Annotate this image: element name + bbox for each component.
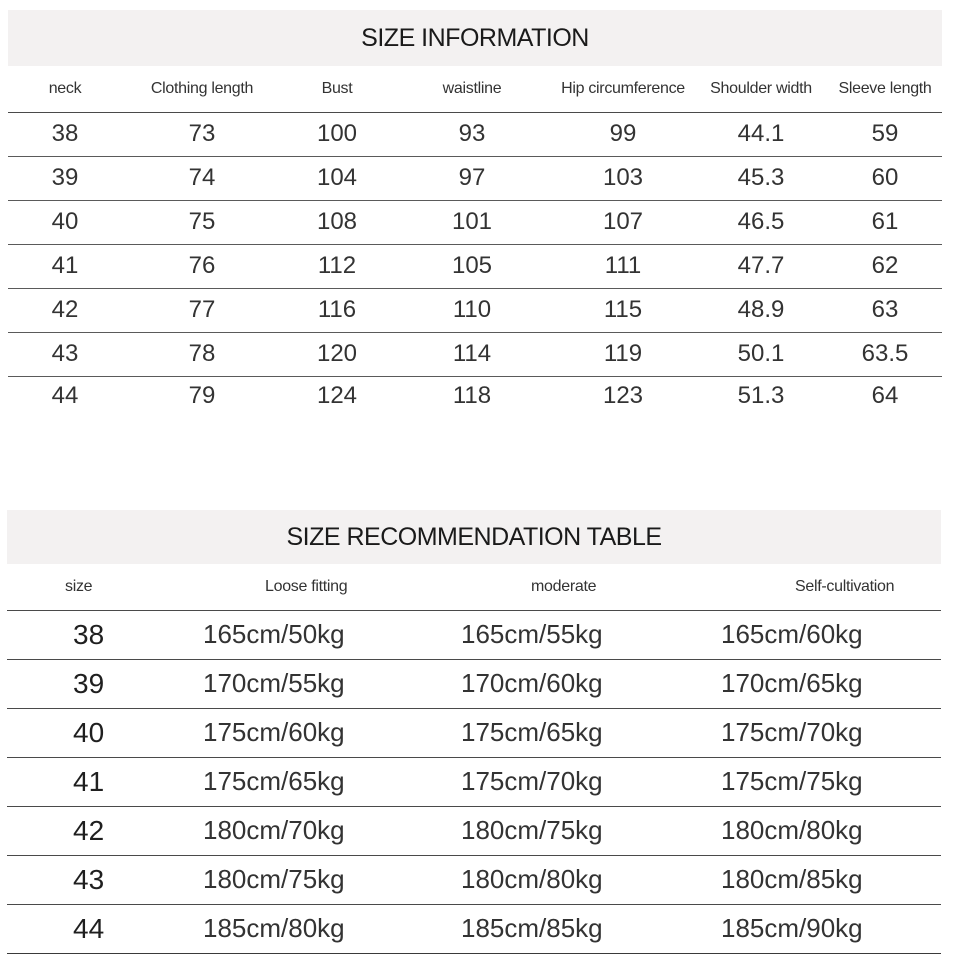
column-header-loose-fitting: Loose fitting xyxy=(157,564,413,610)
table-cell: 175cm/75kg xyxy=(667,757,941,806)
table-cell: 107 xyxy=(552,200,694,244)
size-information-row xyxy=(8,288,942,332)
table-cell: 43 xyxy=(8,332,122,376)
table-cell: 59 xyxy=(828,112,942,156)
size-information-row xyxy=(8,244,942,288)
column-header-moderate: moderate xyxy=(413,564,667,610)
table-cell: 123 xyxy=(602,382,644,410)
column-header-clothing-length: Clothing length xyxy=(122,66,282,112)
size-information-row xyxy=(8,200,942,244)
column-header-hip-circumference: Hip circumference xyxy=(552,66,694,112)
size-recommendation-row xyxy=(7,610,941,659)
table-cell: 111 xyxy=(552,244,694,288)
table-cell: 44.1 xyxy=(694,112,828,156)
size-information-title: SIZE INFORMATION xyxy=(8,10,942,66)
table-cell: 108 xyxy=(282,200,392,244)
table-cell: 76 xyxy=(122,244,282,288)
column-header-sleeve-length: Sleeve length xyxy=(828,66,942,112)
table-cell: 175cm/65kg xyxy=(157,757,413,806)
table-cell: 97 xyxy=(392,156,552,200)
table-cell: 103 xyxy=(552,156,694,200)
table-cell: 170cm/55kg xyxy=(157,659,413,708)
size-recommendation-header-row xyxy=(7,564,941,610)
table-cell: 175cm/70kg xyxy=(413,757,667,806)
table-cell: 175cm/60kg xyxy=(157,708,413,757)
table-cell: 185cm/90kg xyxy=(667,904,941,953)
table-cell: 78 xyxy=(122,332,282,376)
table-cell: 185cm/80kg xyxy=(157,904,413,953)
table-cell: 51.3 xyxy=(737,382,785,410)
size-information-header-row xyxy=(8,66,942,112)
table-cell: 45.3 xyxy=(694,156,828,200)
size-cell: 40 xyxy=(7,708,157,757)
table-cell: 62 xyxy=(828,244,942,288)
size-cell: 41 xyxy=(7,757,157,806)
table-cell: 180cm/85kg xyxy=(667,855,941,904)
size-recommendation-row xyxy=(7,904,941,953)
table-cell: 170cm/65kg xyxy=(667,659,941,708)
table-cell: 77 xyxy=(122,288,282,332)
table-cell: 112 xyxy=(282,244,392,288)
table-cell: 61 xyxy=(828,200,942,244)
table-cell: 73 xyxy=(122,112,282,156)
table-cell: 165cm/55kg xyxy=(413,610,667,659)
size-recommendation-table xyxy=(7,564,941,954)
table-cell: 64 xyxy=(871,382,899,410)
size-cell: 38 xyxy=(7,610,157,659)
table-cell: 180cm/70kg xyxy=(157,806,413,855)
table-cell: 175cm/70kg xyxy=(667,708,941,757)
size-recommendation-section xyxy=(7,510,941,954)
table-cell: 39 xyxy=(8,156,122,200)
size-recommendation-title: SIZE RECOMMENDATION TABLE xyxy=(7,510,941,564)
table-cell: 99 xyxy=(552,112,694,156)
size-cell: 43 xyxy=(7,855,157,904)
table-cell: 124 xyxy=(316,382,358,410)
table-cell: 180cm/80kg xyxy=(413,855,667,904)
table-cell: 165cm/60kg xyxy=(667,610,941,659)
table-cell: 44 xyxy=(51,382,79,410)
table-cell: 105 xyxy=(392,244,552,288)
table-cell: 180cm/80kg xyxy=(667,806,941,855)
table-cell: 48.9 xyxy=(694,288,828,332)
column-header-neck: neck xyxy=(8,66,122,112)
table-cell: 115 xyxy=(552,288,694,332)
table-cell: 60 xyxy=(828,156,942,200)
table-cell: 170cm/60kg xyxy=(413,659,667,708)
table-cell: 40 xyxy=(8,200,122,244)
table-cell: 38 xyxy=(8,112,122,156)
size-information-section xyxy=(8,10,942,416)
table-cell: 42 xyxy=(8,288,122,332)
table-cell: 75 xyxy=(122,200,282,244)
size-information-row xyxy=(8,156,942,200)
size-information-row xyxy=(8,112,942,156)
table-cell: 104 xyxy=(282,156,392,200)
table-cell: 120 xyxy=(282,332,392,376)
table-cell: 165cm/50kg xyxy=(157,610,413,659)
size-cell: 44 xyxy=(7,904,157,953)
table-cell: 46.5 xyxy=(694,200,828,244)
column-header-shoulder-width: Shoulder width xyxy=(694,66,828,112)
table-cell: 63.5 xyxy=(828,332,942,376)
table-cell: 118 xyxy=(452,382,492,410)
table-cell: 180cm/75kg xyxy=(413,806,667,855)
table-cell: 47.7 xyxy=(694,244,828,288)
size-cell: 42 xyxy=(7,806,157,855)
size-recommendation-row xyxy=(7,855,941,904)
table-cell: 116 xyxy=(282,288,392,332)
column-header-self-cultivation: Self-cultivation xyxy=(667,564,941,610)
column-header-bust: Bust xyxy=(282,66,392,112)
size-cell: 39 xyxy=(7,659,157,708)
table-cell: 63 xyxy=(828,288,942,332)
size-recommendation-row xyxy=(7,659,941,708)
table-cell: 175cm/65kg xyxy=(413,708,667,757)
size-information-table xyxy=(8,66,942,416)
table-cell: 119 xyxy=(552,332,694,376)
table-cell: 110 xyxy=(392,288,552,332)
column-header-size: size xyxy=(7,564,157,610)
table-cell: 180cm/75kg xyxy=(157,855,413,904)
table-cell: 100 xyxy=(282,112,392,156)
size-information-row xyxy=(8,332,942,376)
table-cell: 79 xyxy=(188,382,216,410)
table-cell: 50.1 xyxy=(694,332,828,376)
table-cell: 101 xyxy=(392,200,552,244)
size-recommendation-row xyxy=(7,757,941,806)
size-recommendation-row xyxy=(7,806,941,855)
table-cell: 74 xyxy=(122,156,282,200)
column-header-waistline: waistline xyxy=(392,66,552,112)
table-cell: 185cm/85kg xyxy=(413,904,667,953)
table-cell: 93 xyxy=(392,112,552,156)
size-recommendation-row xyxy=(7,708,941,757)
table-cell: 41 xyxy=(8,244,122,288)
table-cell: 114 xyxy=(392,332,552,376)
size-information-row xyxy=(8,376,942,416)
